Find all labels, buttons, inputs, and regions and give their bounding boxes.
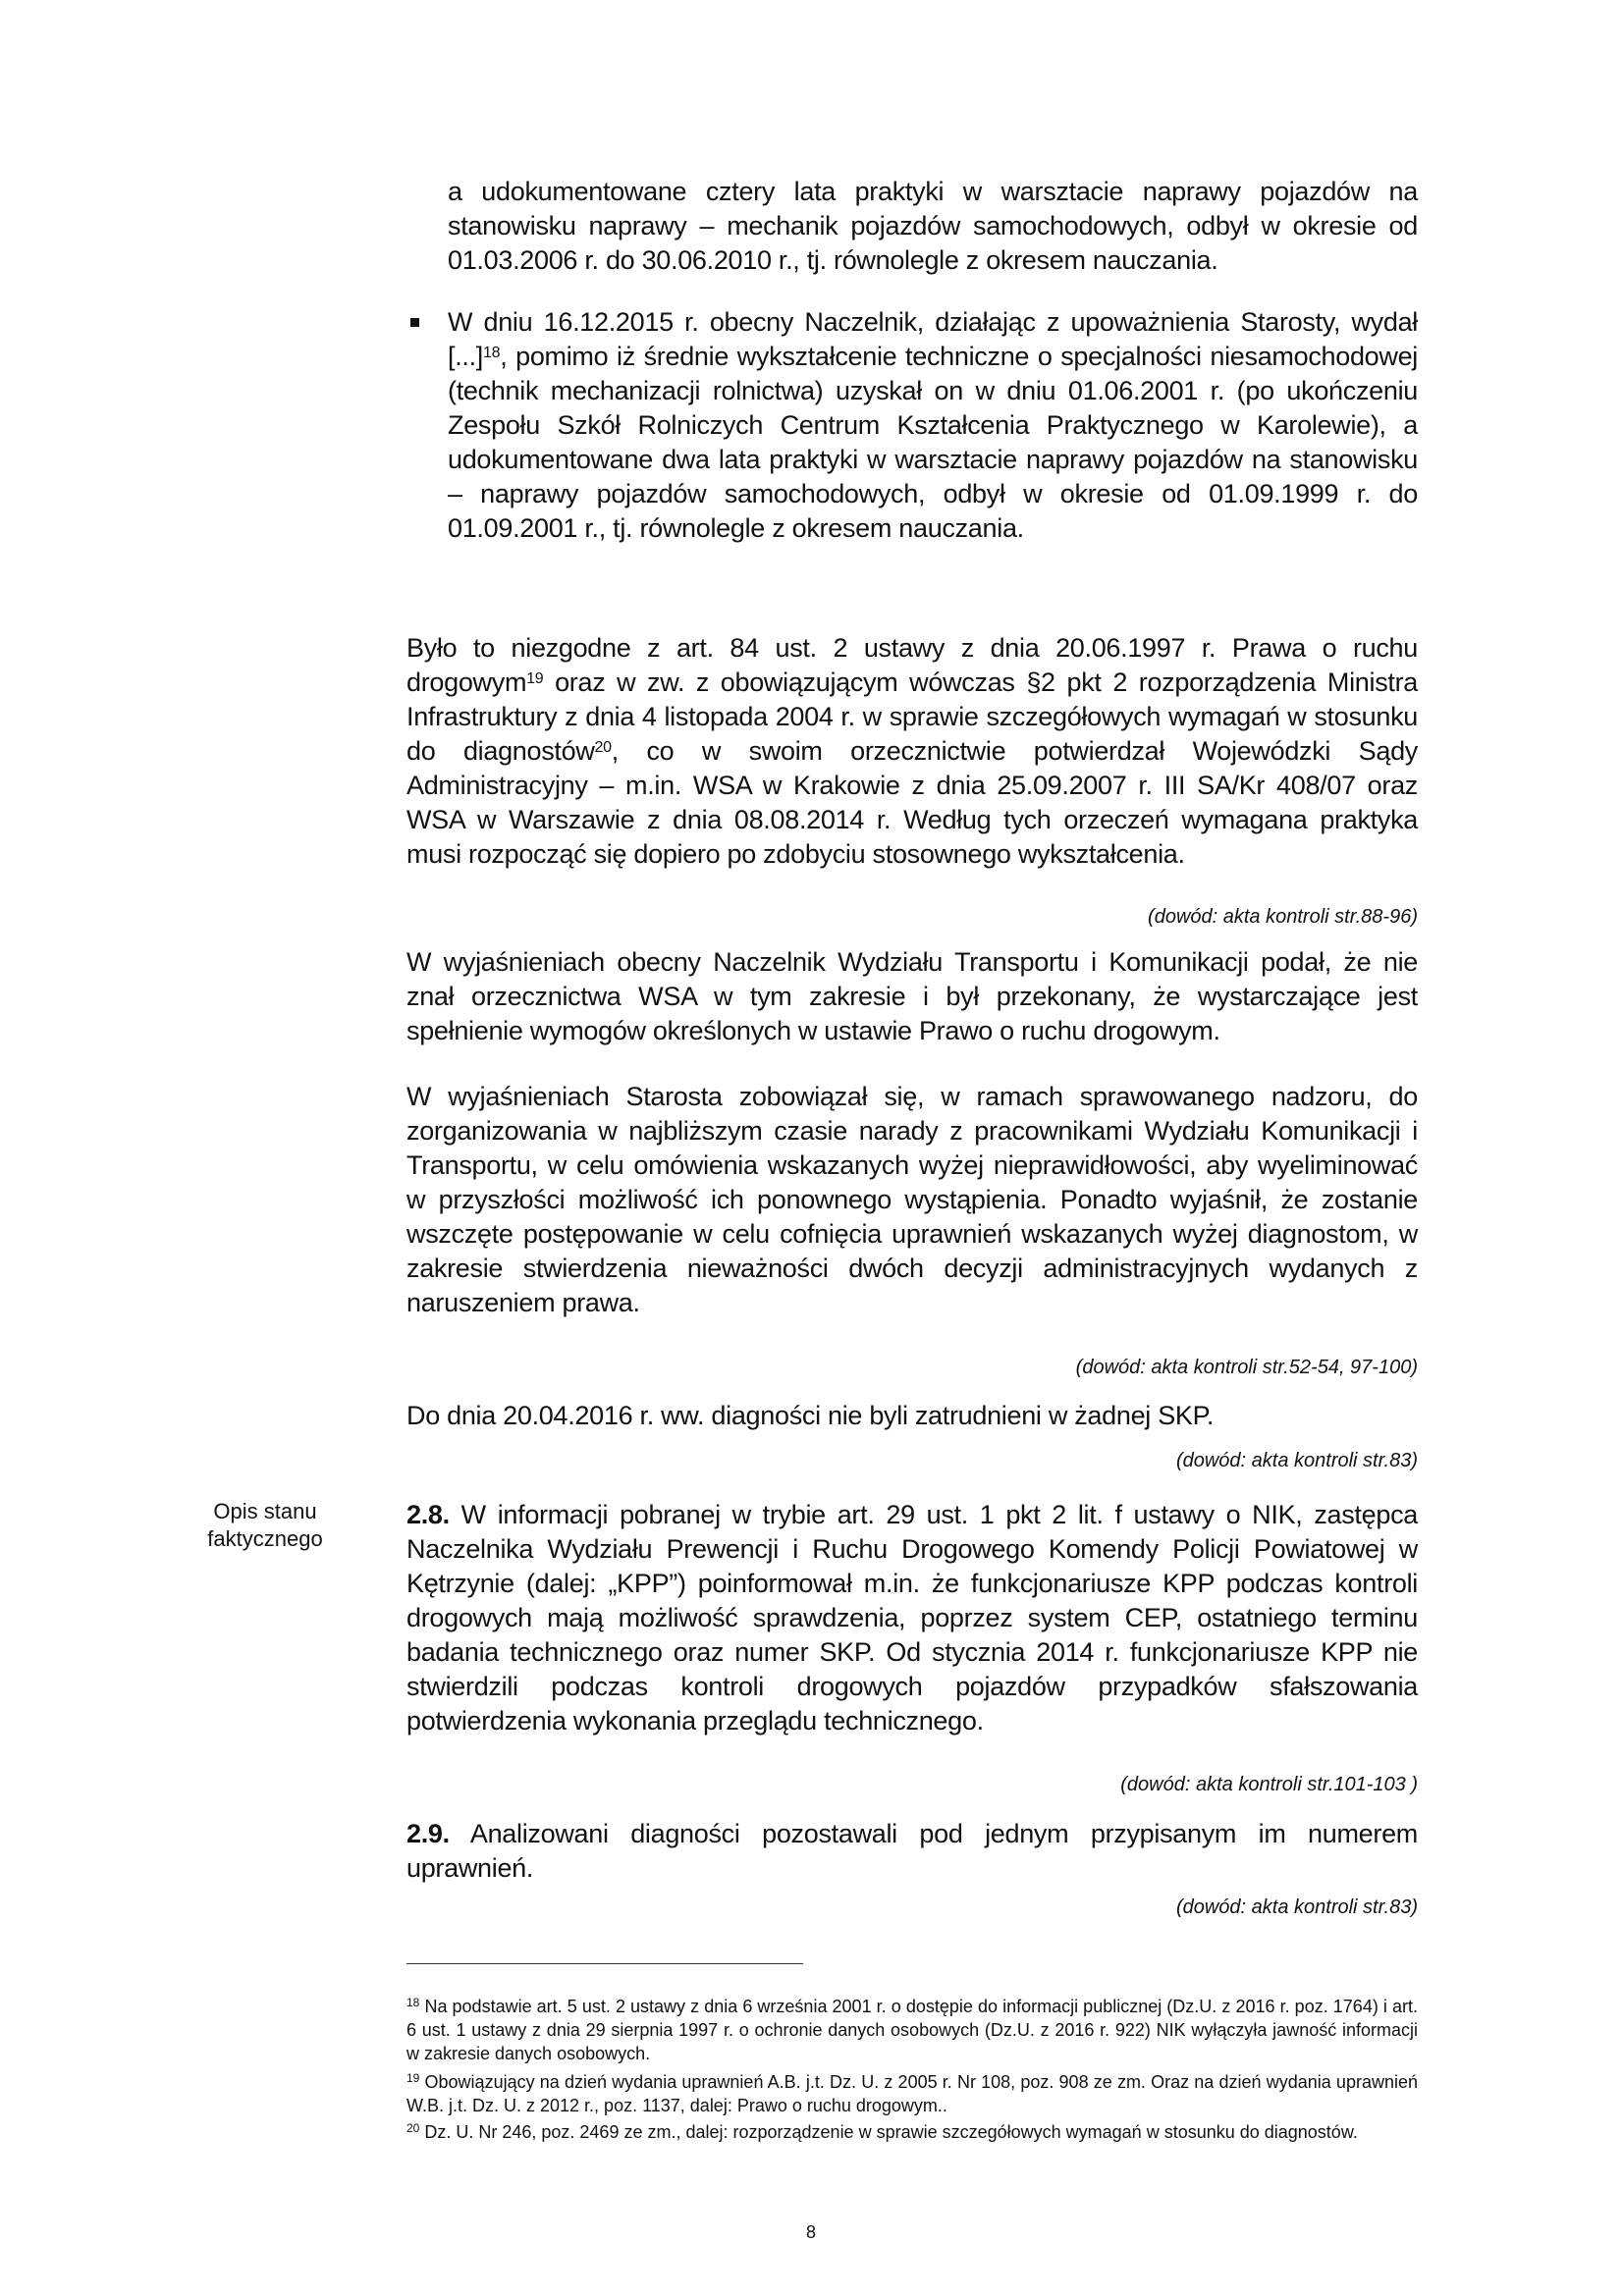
footnote-ref-19[interactable]: 19 [526, 670, 544, 687]
footnote-19: $^{19}$ Obowiązujący na dzień wydania uprawnień A.B. j.t. Dz. U. z 2005 r. Nr 108, poz. 908 ze zm. Oraz na dzień wydania uprawnień W.B. j.t. Dz. U. z 2012 r., poz. 1137, dalej: Prawo o ruchu drogowym.. [406, 2071, 1418, 2115]
footnote-ref-18[interactable]: 18 [483, 345, 501, 361]
evidence-note: (dowód: akta kontroli str.83) [1175, 1450, 1418, 1471]
section-number: 2.8. [406, 1500, 450, 1529]
paragraph-starosta: W wyjaśnieniach Starosta zobowiązał się, w ramach sprawowanego nadzoru, do zorganizowania w najbliższym czasie narady z pracownikami Wydziału Komunikacji i Transportu, w celu omówienia wskazanych wyżej nieprawidłowości, aby wyeliminować w przyszłości możliwość ich ponownego wystąpienia. Ponadto wyjaśnił, że zostanie wszczęte postępowanie w celu cofnięcia uprawnień wskazanych wyżej diagnostom, w zakresie stwierdzenia nieważności dwóch decyzji administracyjnych wydanych z naruszeniem prawa. [406, 1082, 1418, 1317]
section-2-9: 2.9. Analizowani diagności pozostawali pod jednym przypisanym im numerem uprawnień. [406, 1819, 1418, 1883]
footnote-18: $^{18}$ Na podstawie art. 5 ust. 2 ustawy z dnia 6 września 2001 r. o dostępie do informacji publicznej (Dz.U. z 2016 r. poz. 1764) i art. 6 ust. 1 ustawy z dnia 29 sierpnia 1997 r. o ochronie danych osobowych (Dz.U. z 2016 r. 922) NIK wyłączyła jawność informacji w zakresie danych osobowych. [406, 1996, 1418, 2063]
evidence-note: (dowód: akta kontroli str.88-96) [1148, 906, 1418, 928]
paragraph-naczelnik: W wyjaśnieniach obecny Naczelnik Wydziału Transportu i Komunikacji podał, że nie znał orzecznictwa WSA w tym zakresie i był przekonany, że wystarczające jest spełnienie wymogów określonych w ustawie Prawo o ruchu drogowym. [406, 947, 1418, 1045]
section-number: 2.9. [406, 1819, 450, 1848]
bullet-text: W dniu 16.12.2015 r. obecny Naczelnik, działając z upoważnienia Starosty, wydał [...]$^{18}$, pomimo iż średnie wykształcenie techniczne o specjalności niesamochodowej (technik mechanizacji rolnictwa) uzyskał on w dniu 01.06.2001 r. (po ukończeniu Zespołu Szkół Rolniczych Centrum Kształcenia Praktycznego w Karolewie), a udokumentowane dwa lata praktyki w warsztacie naprawy pojazdów na stanowisku – naprawy pojazdów samochodowych, odbył w okresie od 01.09.1999 r. do 01.09.2001 r., tj. równolegle z okresem nauczania. [448, 307, 1418, 543]
bullet-item [406, 305, 1418, 546]
evidence-note: (dowód: akta kontroli str.52-54, 97-100) [1075, 1357, 1418, 1378]
continuation-paragraph: a udokumentowane cztery lata praktyki w warsztacie naprawy pojazdów na stanowisku naprawy – mechanik pojazdów samochodowych, odbył w okresie od 01.03.2006 r. do 30.06.2010 r., tj. równolegle z okresem nauczania. [448, 177, 1418, 275]
side-label: Opis stanu faktycznego [207, 1499, 323, 1551]
page-number: 8 [805, 2222, 816, 2242]
footnote-20: $^{20}$ Dz. U. Nr 246, poz. 2469 ze zm., dalej: rozporządzenie w sprawie szczegółowych wymagań w stosunku do diagnostów. [406, 2121, 1358, 2142]
paragraph-skp: Do dnia 20.04.2016 r. ww. diagności nie byli zatrudnieni w żadnej SKP. [406, 1401, 1215, 1430]
footnote-separator [406, 1963, 803, 1964]
footnote-ref-20[interactable]: 20 [594, 739, 612, 756]
section-2-8: 2.8. W informacji pobranej w trybie art. 29 ust. 1 pkt 2 lit. f ustawy o NIK, zastępca Naczelnika Wydziału Prewencji i Ruchu Drogowego Komendy Policji Powiatowej w Kętrzynie (dalej: „KPP”) poinformował m.in. że funkcjonariusze KPP podczas kontroli drogowych mają możliwość sprawdzenia, poprzez system CEP, ostatniego terminu badania technicznego oraz numer SKP. Od stycznia 2014 r. funkcjonariusze KPP nie stwierdzili podczas kontroli drogowych pojazdów przypadków sfałszowania potwierdzenia wykonania przeglądu technicznego. [406, 1500, 1418, 1735]
paragraph-law: Było to niezgodne z art. 84 ust. 2 ustawy z dnia 20.06.1997 r. Prawa o ruchu drogowym$^{19}$ oraz w zw. z obowiązującym wówczas §2 pkt 2 rozporządzenia Ministra Infrastruktury z dnia 4 listopada 2004 r. w sprawie szczegółowych wymagań w stosunku do diagnostów$^{20}$, co w swoim orzecznictwie potwierdzał Wojewódzki Sądy Administracyjny – m.in. WSA w Krakowie z dnia 25.09.2007 r. III SA/Kr 408/07 oraz WSA w Warszawie z dnia 08.08.2014 r. Według tych orzeczeń wymagana praktyka musi rozpocząć się dopiero po zdobyciu stosownego wykształcenia. [406, 633, 1418, 869]
evidence-note: (dowód: akta kontroli str.101-103 ) [1120, 1774, 1418, 1795]
evidence-note: (dowód: akta kontroli str.83) [1175, 1896, 1418, 1918]
square-bullet-icon [410, 318, 419, 327]
